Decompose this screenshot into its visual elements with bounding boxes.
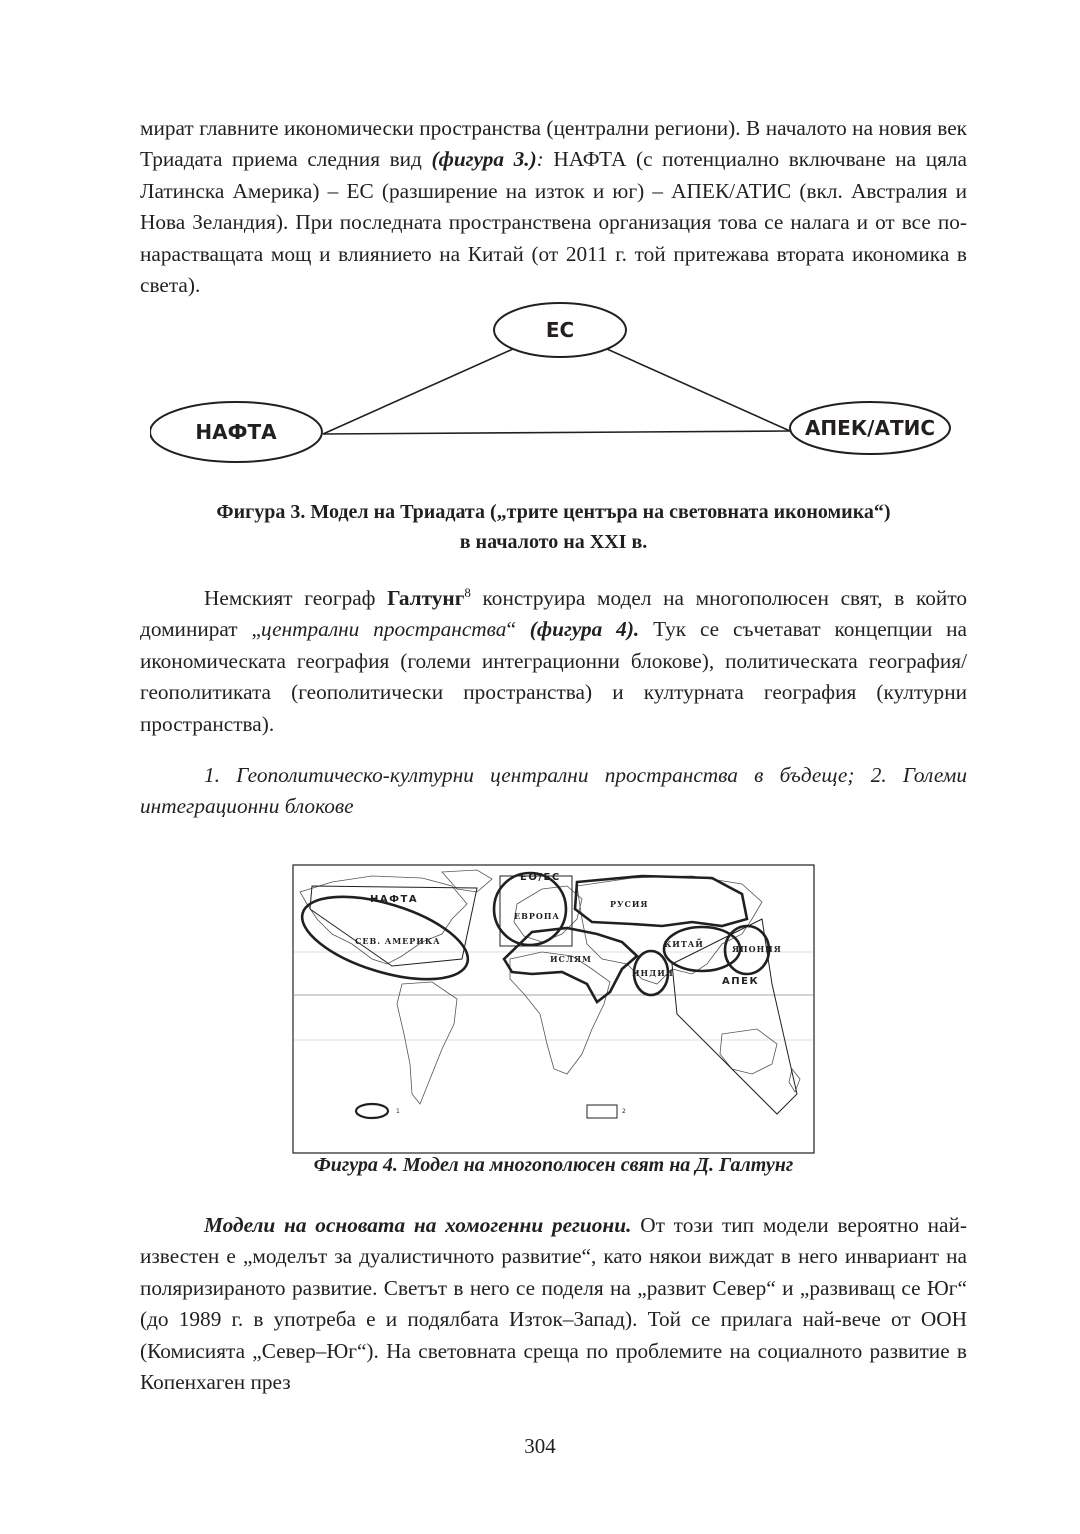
label-kitai: КИТАЙ	[664, 939, 704, 949]
paragraph-triad-intro: мират главните икономически пространства (централни региони). В началото на новия век Триадата приема следния вид (фигура 3.): НАФТА (с потенциално включване на цяла Латинска Америка) – ЕС (разширение на изток и юг) – АПЕК/АТИС (вкл. Австралия и Нова Зеландия). При последната пространствена организация това се налага и от все по-нарастващата мощ и влиянието на Китай (от 2011 г. той притежава втората икономика в света).	[140, 116, 967, 298]
page-number: 304	[524, 1434, 556, 1458]
figure4-caption: Фигура 4. Модел на многополюсен свят на Д. Галтунг	[313, 1154, 794, 1176]
label-india: ИНДИЯ	[632, 968, 674, 978]
footnote-marker: 8	[464, 584, 471, 600]
author-name: Галтунг	[387, 586, 465, 610]
label-yaponia: ЯПОНИЯ	[732, 944, 782, 954]
label-islam: ИСЛЯМ	[550, 954, 592, 964]
figure4-world-map	[292, 864, 815, 1154]
label-sev-amerika: СЕВ. АМЕРИКА	[355, 936, 441, 946]
paragraph-galtung: Немският географ Галтунг$^8$ конструира модел на многополюсен свят, в който доминират „централни пространства“ (фигура 4). Тук се съчетават концепции на икономическата география (големи интеграционни блокове), политическата география/геополитиката (геополитически пространства) и културната география (културни пространства).	[140, 584, 968, 736]
figure4-legend-note: 1. Геополитическо-културни централни пространства в бъдеще; 2. Големи интеграционни блокове	[140, 763, 967, 819]
label-rusia: РУСИЯ	[610, 899, 649, 909]
figure3-triad-diagram	[150, 300, 960, 480]
paragraph-homogeneous-models: Модели на основата на хомогенни региони. От този тип модели вероятно най-известен е „моделът за дуалистичното развитие“, като някои виждат в него инвариант на поляризираното развитие. Светът в него се поделя на „развит Север“ и „развиващ се Юг“ (до 1989 г. в употреба е и подялбата Изток–Запад). Той се прилага най-вече от ООН (Комисията „Север–Юг“). На световната среща по проблемите на социалното развитие в Копенхаген през	[140, 1213, 967, 1395]
node-nafta-label: НАФТА	[195, 420, 277, 444]
node-apek-label: АПЕК/АТИС	[804, 416, 936, 440]
legend-item2-number: 2	[622, 1108, 626, 1115]
node-es-label: ЕС	[545, 318, 575, 342]
label-nafta: НАФТА	[370, 894, 419, 905]
term-central-spaces: централни пространства	[260, 617, 507, 642]
label-eo-es: ЕО/ЕС	[520, 872, 561, 883]
legend-item1-number: 1	[396, 1108, 400, 1115]
label-evropa: ЕВРОПА	[514, 911, 560, 921]
figure4-reference: (фигура 4).	[529, 617, 640, 642]
figure3-caption: Фигура 3. Модел на Триадата („трите центъра на световната икономика“) в началото на XXI в.	[216, 501, 891, 553]
section-heading-homogeneous: Модели на основата на хомогенни региони.	[204, 1213, 632, 1237]
triad-edge-bottom	[323, 431, 790, 434]
figure3-reference: (фигура 3.)	[431, 147, 537, 172]
label-apek: АПЕК	[722, 976, 760, 987]
